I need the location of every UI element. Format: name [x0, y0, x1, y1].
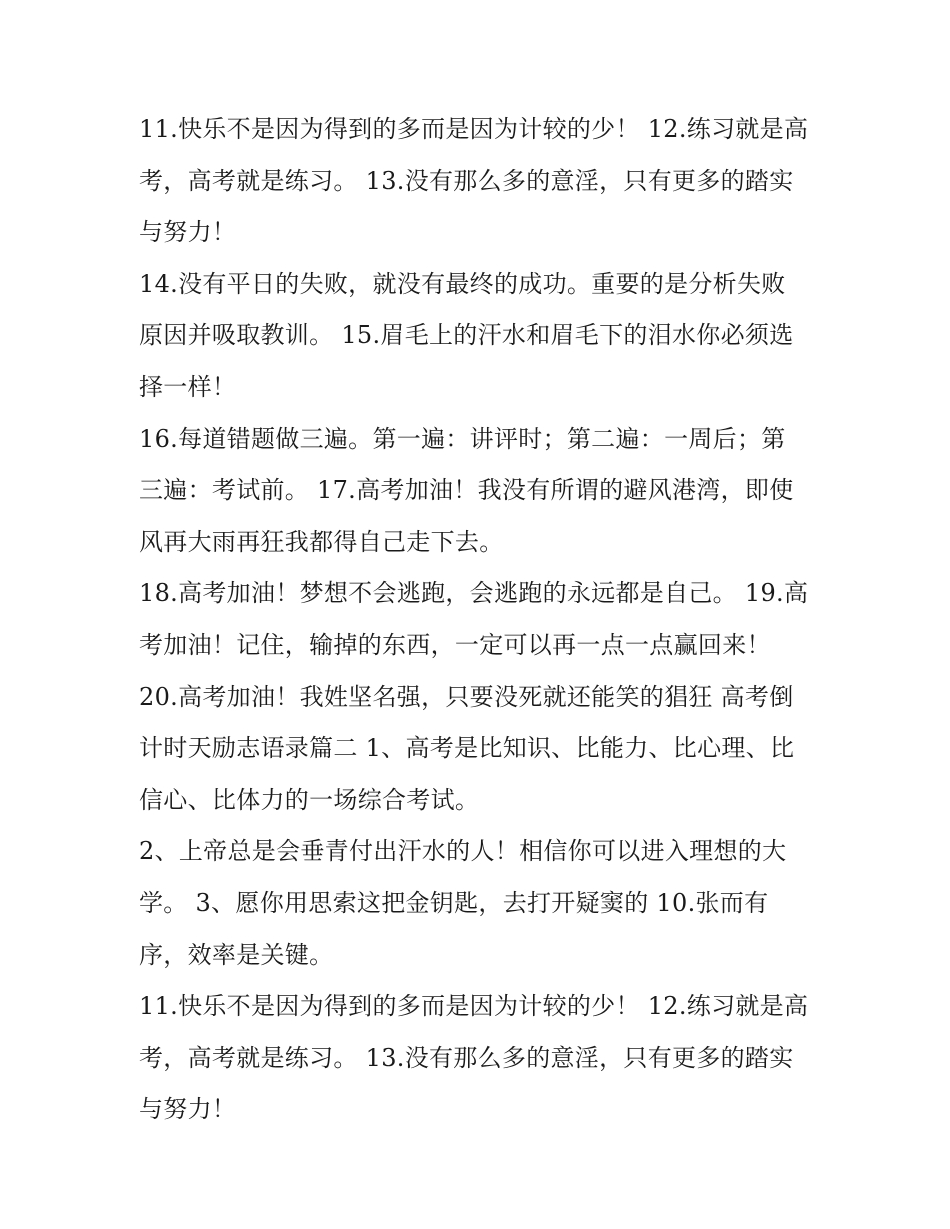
text-line: 考，高考就是练习。 13.没有那么多的意淫，只有更多的踏实 [139, 1043, 794, 1072]
text-line: 计时天励志语录篇二 1、高考是比知识、比能力、比心理、比 [139, 734, 795, 763]
text-line: 与努力！ [139, 1095, 237, 1124]
text-line: 18.高考加油！梦想不会逃跑，会逃跑的永远都是自己。 19.高 [139, 579, 809, 608]
text-line: 考，高考就是练习。 13.没有那么多的意淫，只有更多的踏实 [139, 166, 794, 195]
text-line: 风再大雨再狂我都得自己走下去。 [139, 527, 504, 556]
text-line: 与努力！ [139, 218, 237, 247]
text-line: 14.没有平日的失败，就没有最终的成功。重要的是分析失败 [139, 269, 786, 298]
text-line: 11.快乐不是因为得到的多而是因为计较的少！ 12.练习就是高 [139, 115, 809, 143]
text-line: 考加油！记住，输掉的东西，一定可以再一点一点赢回来！ [139, 630, 771, 659]
text-line: 择一样！ [139, 372, 237, 401]
text-line: 2、上帝总是会垂青付出汗水的人！相信你可以进入理想的大 [139, 837, 787, 866]
text-line: 学。 3、愿你用思索这把金钥匙，去打开疑窦的 10.张而有 [139, 888, 769, 917]
text-line: 11.快乐不是因为得到的多而是因为计较的少！ 12.练习就是高 [139, 992, 809, 1021]
text-line: 20.高考加油！我姓坚名强，只要没死就还能笑的猖狂 高考倒 [139, 682, 794, 711]
text-line: 序，效率是关键。 [139, 940, 334, 969]
text-line: 信心、比体力的一场综合考试。 [139, 785, 480, 814]
text-line: 16.每道错题做三遍。第一遍：讲评时；第二遍：一周后；第 [139, 424, 786, 453]
text-line: 原因并吸取教训。 15.眉毛上的汗水和眉毛下的泪水你必须选 [139, 321, 794, 350]
document-body [139, 104, 819, 1136]
text-line: 三遍：考试前。 17.高考加油！我没有所谓的避风港湾，即使 [139, 476, 794, 505]
